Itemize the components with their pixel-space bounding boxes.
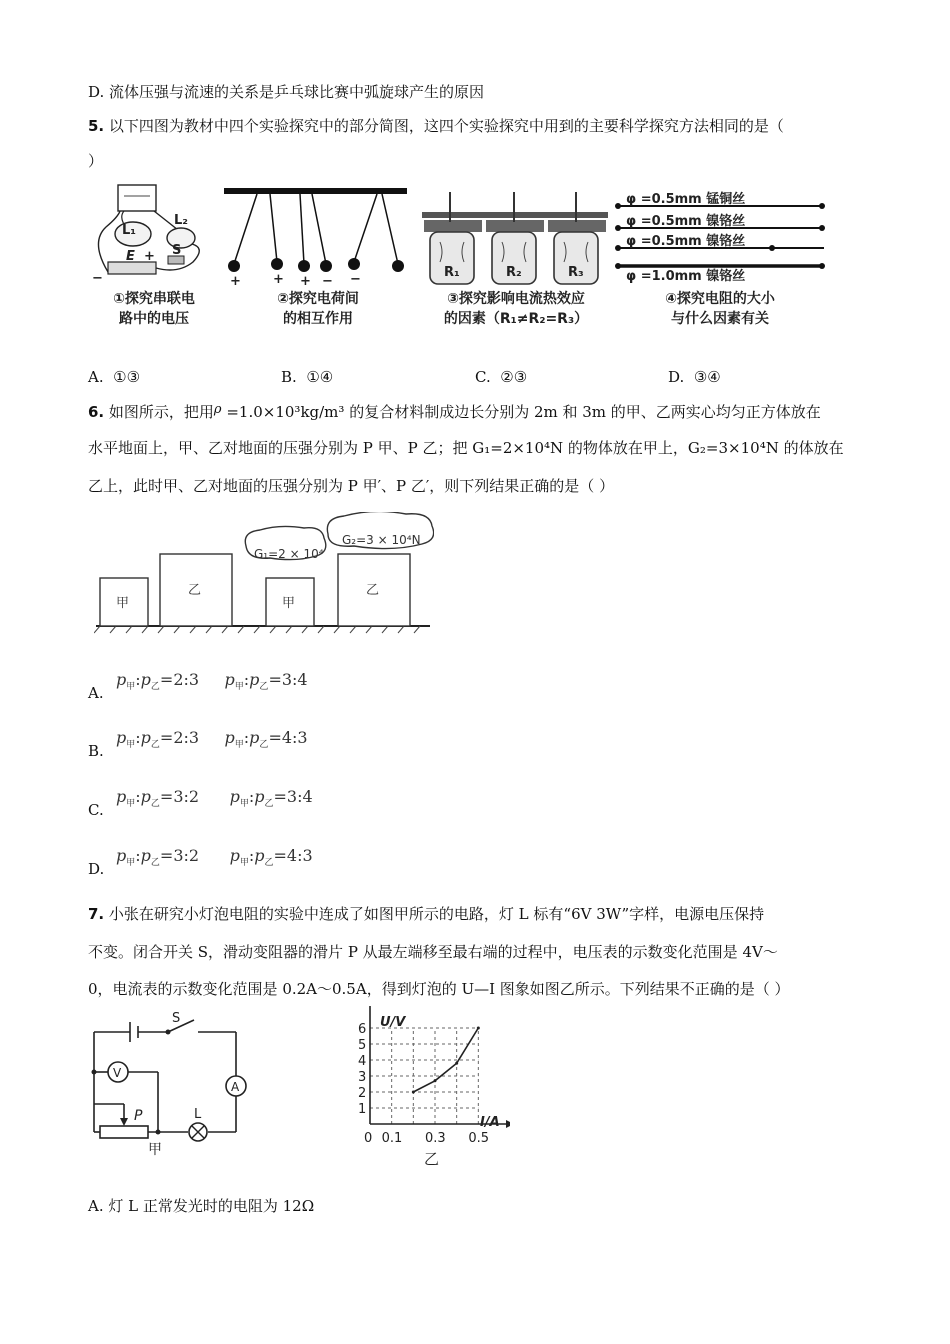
- option-label: C.: [475, 368, 491, 386]
- charge-5: −: [350, 272, 361, 286]
- chart-caption-yi: 乙: [424, 1150, 440, 1168]
- y-tick-label: 4: [358, 1054, 367, 1069]
- q5-option-d[interactable]: [668, 368, 721, 386]
- ratio-2: =4:3: [273, 846, 313, 865]
- label-s: S: [172, 1011, 181, 1026]
- q5-option-a[interactable]: [88, 368, 140, 386]
- ratio-2: =3:4: [273, 787, 313, 806]
- p-symbol: p: [229, 846, 240, 865]
- label-a: A: [231, 1080, 240, 1094]
- label-jia-1: 甲: [116, 596, 130, 611]
- p-symbol: p: [116, 787, 127, 806]
- sub-jia: 甲: [239, 799, 249, 810]
- label-l2: L₂: [174, 213, 188, 228]
- y-tick-label: 5: [358, 1038, 367, 1053]
- q7-number: 7.: [88, 905, 105, 923]
- p-symbol: p: [254, 846, 265, 865]
- colon: :: [135, 670, 141, 689]
- wire-4-label: φ =1.0mm 镍铬丝: [626, 269, 746, 284]
- label-yi-2: 乙: [366, 583, 380, 598]
- q5-fig4-wires: [612, 186, 827, 290]
- colon: :: [248, 846, 255, 865]
- colon: :: [243, 728, 250, 747]
- label-s: S: [172, 243, 182, 258]
- wire-3-label: φ =0.5mm 镍铬丝: [626, 234, 746, 249]
- rheostat-icon: [100, 1126, 148, 1138]
- q6-option-a-label[interactable]: A.: [88, 684, 104, 702]
- fig1-caption-line2: 路中的电压: [119, 311, 189, 327]
- q5-fig1-circuit: [88, 182, 218, 290]
- q7-stem-line3: 0，电流表的示数变化范围是 0.2A～0.5A，得到灯泡的 U—I 图象如图乙所示。下列结果不正确的是（ ）: [88, 980, 790, 998]
- q5-stem-text: 以下四图为教材中四个实验探究中的部分简图，这四个实验探究中用到的主要科学探究方法相同的是（: [104, 117, 784, 135]
- fig3-caption-line1: ③探究影响电流热效应: [447, 291, 585, 307]
- y-tick-label: 6: [358, 1022, 367, 1037]
- q7-stem-line1: [88, 904, 764, 924]
- q7-circuit-jia: [88, 1010, 248, 1160]
- x-axis-label: I/A: [480, 1115, 500, 1130]
- p-symbol: p: [116, 846, 127, 865]
- q6-stem-line2: 水平地面上，甲、乙对地面的压强分别为 P 甲、P 乙；把 G₁=2×10⁴N 的物体放在甲上，G₂=3×10⁴N 的体放在: [88, 439, 844, 457]
- rho-symbol: ρ: [213, 402, 222, 417]
- x-tick-label: 0: [364, 1131, 373, 1146]
- colon: :: [135, 728, 141, 747]
- option-label: A.: [88, 368, 104, 386]
- q5-fig3-bottles: [418, 192, 613, 290]
- label-r3: R₃: [568, 265, 584, 280]
- q5-fig2-charges: [222, 186, 412, 286]
- p-symbol: p: [140, 787, 151, 806]
- p-symbol: p: [249, 670, 260, 689]
- q6-option-a-ratio[interactable]: [116, 670, 308, 692]
- q7-ui-chart: [340, 1006, 510, 1168]
- label-l1: L₁: [122, 223, 136, 238]
- p-symbol: p: [140, 728, 151, 747]
- option-label: B.: [281, 368, 297, 386]
- q6-option-b-label[interactable]: B.: [88, 742, 104, 760]
- q5-option-c[interactable]: [475, 368, 527, 386]
- sub-jia: 甲: [234, 682, 244, 693]
- svg-text:+: +: [144, 249, 155, 264]
- y-tick-label: 2: [358, 1086, 367, 1101]
- x-tick-label: 0.5: [468, 1131, 490, 1146]
- ratio-2: =4:3: [268, 728, 308, 747]
- ratio-1: =2:3: [159, 728, 200, 747]
- label-r2: R₂: [506, 265, 522, 280]
- q5-number: 5.: [88, 117, 105, 135]
- fig2-caption-line1: ②探究电荷间: [277, 291, 359, 307]
- charge-1: +: [230, 274, 241, 286]
- charge-3: +: [300, 274, 311, 286]
- sub-jia: 甲: [126, 799, 136, 810]
- p-symbol: p: [224, 728, 235, 747]
- option-text: ②③: [500, 368, 528, 386]
- q5-stem-line1: [88, 116, 784, 136]
- colon: :: [135, 846, 141, 865]
- y-tick-label: 3: [358, 1070, 367, 1085]
- sub-jia: 甲: [126, 740, 136, 751]
- q5-fig3-caption: [410, 289, 622, 329]
- option-text: ③④: [693, 368, 721, 386]
- q6-stem-line1: [88, 400, 821, 422]
- ratio-1: =2:3: [159, 670, 200, 689]
- label-l: L: [194, 1107, 202, 1122]
- q4-option-d: D. 流体压强与流速的关系是乒乓球比赛中弧旋球产生的原因: [88, 83, 485, 101]
- label-g1: G₁=2 × 10⁴: [254, 547, 324, 561]
- p-symbol: p: [229, 787, 240, 806]
- ratio-1: =3:2: [159, 787, 200, 806]
- q6-option-b-ratio[interactable]: [116, 728, 308, 750]
- q6-option-d-ratio[interactable]: [116, 846, 313, 868]
- wire-2-label: φ =0.5mm 镍铬丝: [626, 214, 746, 229]
- p-symbol: p: [140, 846, 151, 865]
- y-axis-label: U/V: [380, 1015, 406, 1030]
- q5-stem-line2: ）: [88, 152, 104, 170]
- label-v: V: [113, 1066, 122, 1080]
- sub-yi: 乙: [259, 682, 269, 693]
- x-axis-arrow: [506, 1120, 510, 1128]
- sub-yi: 乙: [150, 858, 160, 869]
- ratio-2: =3:4: [268, 670, 308, 689]
- sub-jia: 甲: [239, 858, 249, 869]
- sub-yi: 乙: [150, 682, 160, 693]
- p-symbol: p: [224, 670, 235, 689]
- svg-text:−: −: [92, 271, 103, 286]
- sub-jia: 甲: [234, 740, 244, 751]
- label-g2: G₂=3 × 10⁴N: [342, 533, 421, 547]
- sub-yi: 乙: [150, 740, 160, 751]
- p-symbol: p: [116, 728, 127, 747]
- fig4-caption-line2: 与什么因素有关: [671, 311, 769, 327]
- label-r1: R₁: [444, 265, 460, 280]
- q6-number: 6.: [88, 403, 105, 421]
- q6-figure-cubes: [94, 512, 434, 634]
- colon: :: [248, 787, 255, 806]
- q6-option-c-ratio[interactable]: [116, 787, 313, 809]
- fig2-caption-line2: 的相互作用: [283, 311, 353, 327]
- label-jia: 甲: [148, 1142, 162, 1158]
- sub-yi: 乙: [264, 799, 274, 810]
- charge-2: +: [273, 272, 284, 286]
- q6-option-c-label[interactable]: C.: [88, 801, 104, 819]
- p-symbol: p: [116, 670, 127, 689]
- q6-option-d-label[interactable]: D.: [88, 860, 105, 878]
- sub-yi: 乙: [150, 799, 160, 810]
- p-symbol: p: [140, 670, 151, 689]
- fig3-caption-line2: 的因素（R₁≠R₂=R₃）: [443, 311, 589, 327]
- sub-jia: 甲: [126, 682, 136, 693]
- label-e: E: [126, 249, 135, 264]
- q5-fig4-caption: [620, 289, 820, 329]
- voltmeter-box: [118, 185, 156, 211]
- option-label: D.: [668, 368, 685, 386]
- p-symbol: p: [249, 728, 260, 747]
- q7-text-1: 小张在研究小灯泡电阻的实验中连成了如图甲所示的电路，灯 L 标有“6V 3W”字样，电源电压保持: [104, 905, 765, 923]
- y-tick-label: 1: [358, 1102, 367, 1117]
- q7-option-a[interactable]: A. 灯 L 正常发光时的电阻为 12Ω: [88, 1197, 315, 1215]
- q5-fig2-caption: [238, 289, 398, 329]
- option-text: ①④: [306, 368, 334, 386]
- q7-stem-line2: 不变。闭合开关 S，滑动变阻器的滑片 P 从最左端移至最右端的过程中，电压表的示数变化范围是 4V～: [88, 943, 778, 961]
- label-jia-2: 甲: [282, 596, 296, 611]
- q5-option-b[interactable]: [281, 368, 333, 386]
- charge-4: −: [322, 274, 333, 286]
- colon: :: [243, 670, 250, 689]
- colon: :: [135, 787, 141, 806]
- sub-yi: 乙: [264, 858, 274, 869]
- label-yi-1: 乙: [188, 583, 202, 598]
- fig4-caption-line1: ④探究电阻的大小: [665, 291, 775, 307]
- wire-1-label: φ =0.5mm 锰铜丝: [626, 192, 746, 207]
- option-text: ①③: [113, 368, 141, 386]
- sub-jia: 甲: [126, 858, 136, 869]
- q5-fig1-caption: [80, 289, 228, 329]
- p-symbol: p: [254, 787, 265, 806]
- label-p: P: [134, 1108, 143, 1124]
- sub-yi: 乙: [259, 740, 269, 751]
- q6-stem-line3: 乙上，此时甲、乙对地面的压强分别为 P 甲′、P 乙′，则下列结果正确的是（ ）: [88, 477, 615, 495]
- q6-text-b: =1.0×10³kg/m³ 的复合材料制成边长分别为 2m 和 3m 的甲、乙两实心均匀正方体放在: [221, 403, 821, 421]
- ratio-1: =3:2: [159, 846, 200, 865]
- q6-text-a: 如图所示，把用: [104, 403, 214, 421]
- x-tick-label: 0.3: [425, 1131, 446, 1146]
- fig1-caption-line1: ①探究串联电: [113, 291, 195, 307]
- x-tick-label: 0.1: [381, 1131, 403, 1146]
